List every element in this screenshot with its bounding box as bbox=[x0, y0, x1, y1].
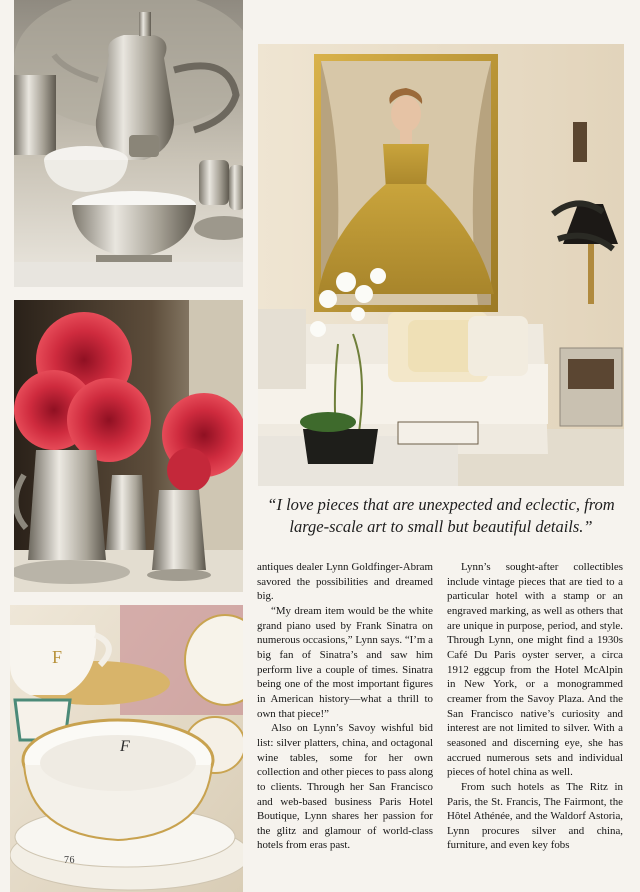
paragraph: From such hotels as The Ritz in Paris, the St. Francis, The Fairmont, the Hôtel Athénée, and the Waldorf Astoria, Lynn procures silver and china, furniture, and even key fobs bbox=[447, 780, 623, 852]
paragraph: Lynn’s sought-after collectibles include vintage pieces that are tied to a particular hotel with a stamp or an engraved marking, as well as others that are unique in purpose, period, and style. Through Lynn, one might find a 1930s Café Du Paris oyster server, a circa 1912 eggcup from the Hotel McAlpin in New York, or a monogrammed creamer from the Savoy Plaza. And the San Francisco native’s curiosity and interest are not limited to silver. With a seasoned and discerning eye, she has accrued numerous sets and individual pieces of hotel china as well. bbox=[447, 561, 623, 779]
paragraph: “My dream item would be the white grand piano used by Frank Sinatra on numerous occasions,” Lynn says. “I’m a big fan of Sinatra’s and saw him perform live a couple of times. Sinatra being one of the most important figures in American history—what a thrill to own that piece!” bbox=[257, 604, 433, 720]
svg-text:F: F bbox=[52, 647, 63, 667]
hotel-china-photo bbox=[10, 605, 243, 892]
article-column-left bbox=[257, 560, 433, 853]
article-column-right bbox=[447, 560, 623, 853]
pull-quote: “I love pieces that are unexpected and eclectic, from large-scale art to small but beautiful details.” bbox=[267, 495, 615, 536]
svg-text:F: F bbox=[120, 738, 130, 755]
page-number: 76 bbox=[64, 855, 75, 866]
silver-tea-service-photo bbox=[14, 0, 243, 287]
paragraph: Also on Lynn’s Savoy wishful bid list: silver platters, china, and octagonal wine tables, some for her own collection and other pieces to pass along to clients. Through her San Francisco and web-based business Paris Hotel Boutique, Lynn shares her passion for the glitz and glamour of world-class hotels from eras past. bbox=[257, 722, 434, 852]
paragraph: antiques dealer Lynn Goldfinger-Abram savored the possibilities and dreamed big. bbox=[257, 561, 433, 603]
living-room-portrait-photo bbox=[258, 44, 624, 486]
red-roses-photo bbox=[14, 300, 243, 592]
